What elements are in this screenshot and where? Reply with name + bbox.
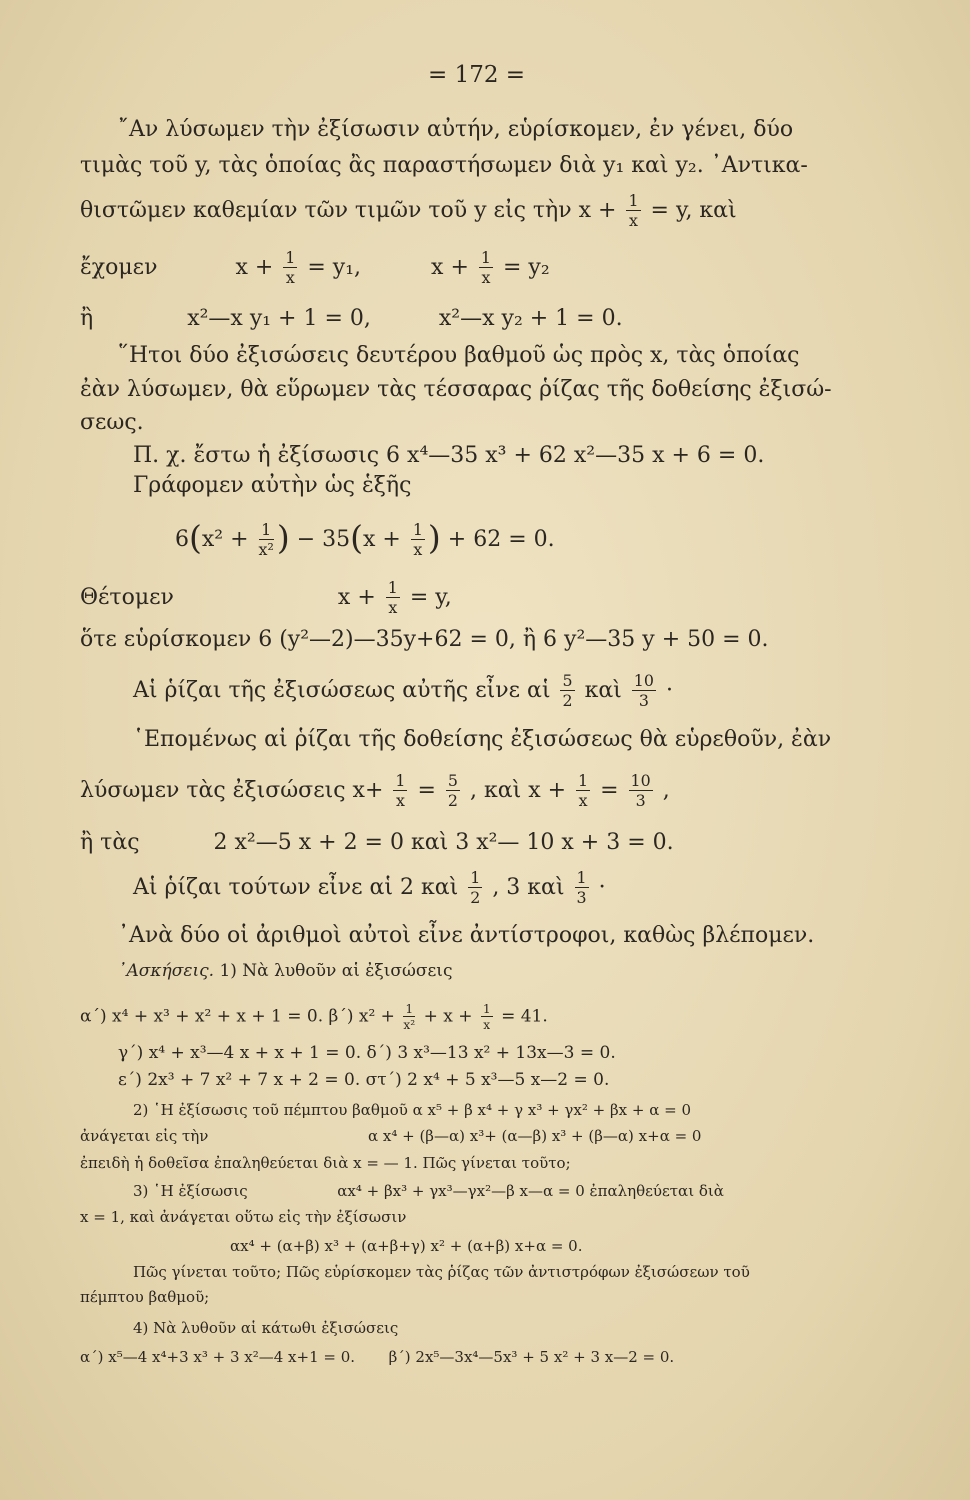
text-line: Γράφομεν αὐτὴν ὡς ἑξῆς	[133, 473, 412, 498]
fraction: $\frac{5}{2}$	[562, 671, 573, 710]
exercise-line: γ΄) x⁴ + x³—4 x + x + 1 = 0. δ΄) 3 x³—13 x² + 13x—3 = 0.	[118, 1043, 616, 1063]
equation-line: ἢ τὰς 2 x²—5 x + 2 = 0 καὶ 3 x²— 10 x + 3 = 0.	[80, 830, 674, 855]
text-line: σεως.	[80, 410, 144, 435]
equation-line: ἔχομεν x + $\frac{1}{x}$ = y₁, x + $\frac{1}{x}$ = y₂	[80, 248, 550, 287]
fraction: $\frac{1}{3}$	[576, 868, 587, 907]
page-number: = 172 =	[428, 62, 526, 88]
fraction: $\frac{1}{x}$	[482, 1002, 491, 1033]
exercise-line: ἐπειδὴ ἡ δοθεῖσα ἐπαληθεύεται διὰ x = — 1. Πῶς γίνεται τοῦτο;	[80, 1154, 571, 1172]
fraction: $\frac{10}{3}$	[633, 671, 654, 710]
equation-line: Θέτομεν x + $\frac{1}{x}$ = y,	[80, 578, 452, 617]
text-line: ᾿Ανὰ δύο οἱ ἀριθμοὶ αὐτοὶ εἶνε ἀντίστροφοι, καθὼς βλέπομεν.	[118, 923, 815, 948]
exercise-line: ε΄) 2x³ + 7 x² + 7 x + 2 = 0. στ΄) 2 x⁴ + 5 x³—5 x—2 = 0.	[118, 1070, 610, 1090]
exercise-line: Πῶς γίνεται τοῦτο; Πῶς εὑρίσκομεν τὰς ῥίζας τῶν ἀντιστρόφων ἐξισώσεων τοῦ	[133, 1263, 750, 1281]
fraction: $\frac{1}{x}$	[395, 771, 406, 810]
text-line: ῞Ητοι δύο ἐξισώσεις δευτέρου βαθμοῦ ὡς πρὸς x, τὰς ὁποίας	[118, 343, 800, 368]
exercise-line: πέμπτου βαθμοῦ;	[80, 1288, 210, 1306]
text-line: θιστῶμεν καθεμίαν τῶν τιμῶν τοῦ y εἰς τὴν x + $\frac{1}{x}$ = y, καὶ	[80, 191, 737, 230]
fraction: $\frac{1}{\text{x²}}$	[403, 1002, 416, 1033]
fraction: $\frac{1}{x}$	[628, 191, 639, 230]
exercise-line: α΄) x⁵—4 x⁴+3 x³ + 3 x²—4 x+1 = 0. β΄) 2x⁵—3x⁴—5x³ + 5 x² + 3 x—2 = 0.	[80, 1348, 675, 1366]
equation-line: 6(x² + $\frac{1}{\text{x²}}$ ) − 35(x + $\frac{1}{x}$ ) + 62 = 0.	[175, 517, 555, 559]
fraction: $\frac{1}{x}$	[387, 578, 398, 617]
exercise-line: α΄) x⁴ + x³ + x² + x + 1 = 0. β΄) x² + $\frac{1}{\text{x²}}$ + x + $\frac{1}{x}$ = 41.	[80, 1002, 548, 1033]
fraction: $\frac{1}{x}$	[578, 771, 589, 810]
exercise-line: 2) ῾Η ἐξίσωσις τοῦ πέμπτου βαθμοῦ α x⁵ + β x⁴ + γ x³ + γx² + βx + α = 0	[133, 1101, 691, 1119]
exercise-line: αx⁴ + (α+β) x³ + (α+β+γ) x² + (α+β) x+α = 0.	[230, 1237, 583, 1255]
equation-line: ἢ x²—x y₁ + 1 = 0, x²—x y₂ + 1 = 0.	[80, 306, 623, 331]
fraction: $\frac{1}{2}$	[470, 868, 481, 907]
fraction: $\frac{1}{x}$	[285, 248, 296, 287]
exercise-line: 4) Νὰ λυθοῦν αἱ κάτωθι ἐξισώσεις	[133, 1319, 399, 1337]
text-line: Π. χ. ἔστω ἡ ἐξίσωσις 6 x⁴—35 x³ + 62 x²—35 x + 6 = 0.	[133, 443, 765, 468]
text-line: ῾Επομένως αἱ ῥίζαι τῆς δοθείσης ἐξισώσεως θὰ εὑρεθοῦν, ἐὰν	[133, 727, 832, 752]
fraction: $\frac{10}{3}$	[630, 771, 651, 810]
fraction: $\frac{5}{2}$	[447, 771, 458, 810]
exercise-line: ἀνάγεται εἰς τὴν α x⁴ + (β—α) x³+ (α—β) x³ + (β—α) x+α = 0	[80, 1127, 702, 1145]
fraction: $\frac{1}{x}$	[480, 248, 491, 287]
text-line: Αἱ ῥίζαι τούτων εἶνε αἱ 2 καὶ $\frac{1}{2}$ , 3 καὶ $\frac{1}{3}$ ·	[133, 868, 606, 907]
fraction: $\frac{1}{x}$	[412, 520, 423, 559]
exercise-line: x = 1, καὶ ἀνάγεται οὕτω εἰς τὴν ἐξίσωσιν	[80, 1208, 407, 1226]
exercise-line: 3) ῾Η ἐξίσωσις αx⁴ + βx³ + γx³—γx²—β x—α = 0 ἐπαληθεύεται διὰ	[133, 1182, 724, 1200]
text-line: ῎Αν λύσωμεν τὴν ἐξίσωσιν αὐτήν, εὑρίσκομεν, ἐν γένει, δύο	[118, 117, 794, 142]
exercises-heading: ᾿Ασκήσεις. 1) Νὰ λυθοῦν αἱ ἐξισώσεις	[118, 961, 453, 981]
fraction: $\frac{1}{\text{x²}}$	[258, 520, 274, 559]
text-line: Αἱ ῥίζαι τῆς ἐξισώσεως αὐτῆς εἶνε αἱ $\frac{5}{2}$ καὶ $\frac{10}{3}$ ·	[133, 671, 673, 710]
text-line: ἐὰν λύσωμεν, θὰ εὕρωμεν τὰς τέσσαρας ῥίζας τῆς δοθείσης ἐξισώ-	[80, 377, 832, 402]
text-line: ὅτε εὑρίσκομεν 6 (y²—2)—35y+62 = 0, ἢ 6 y²—35 y + 50 = 0.	[80, 627, 769, 652]
text-line: λύσωμεν τὰς ἐξισώσεις x+ $\frac{1}{x}$ = $\frac{5}{2}$ , καὶ x + $\frac{1}{x}$ = $\frac{10}{3}$ ,	[80, 771, 670, 810]
text-line: τιμὰς τοῦ y, τὰς ὁποίας ἂς παραστήσωμεν διὰ y₁ καὶ y₂. ᾿Αντικα-	[80, 153, 808, 178]
